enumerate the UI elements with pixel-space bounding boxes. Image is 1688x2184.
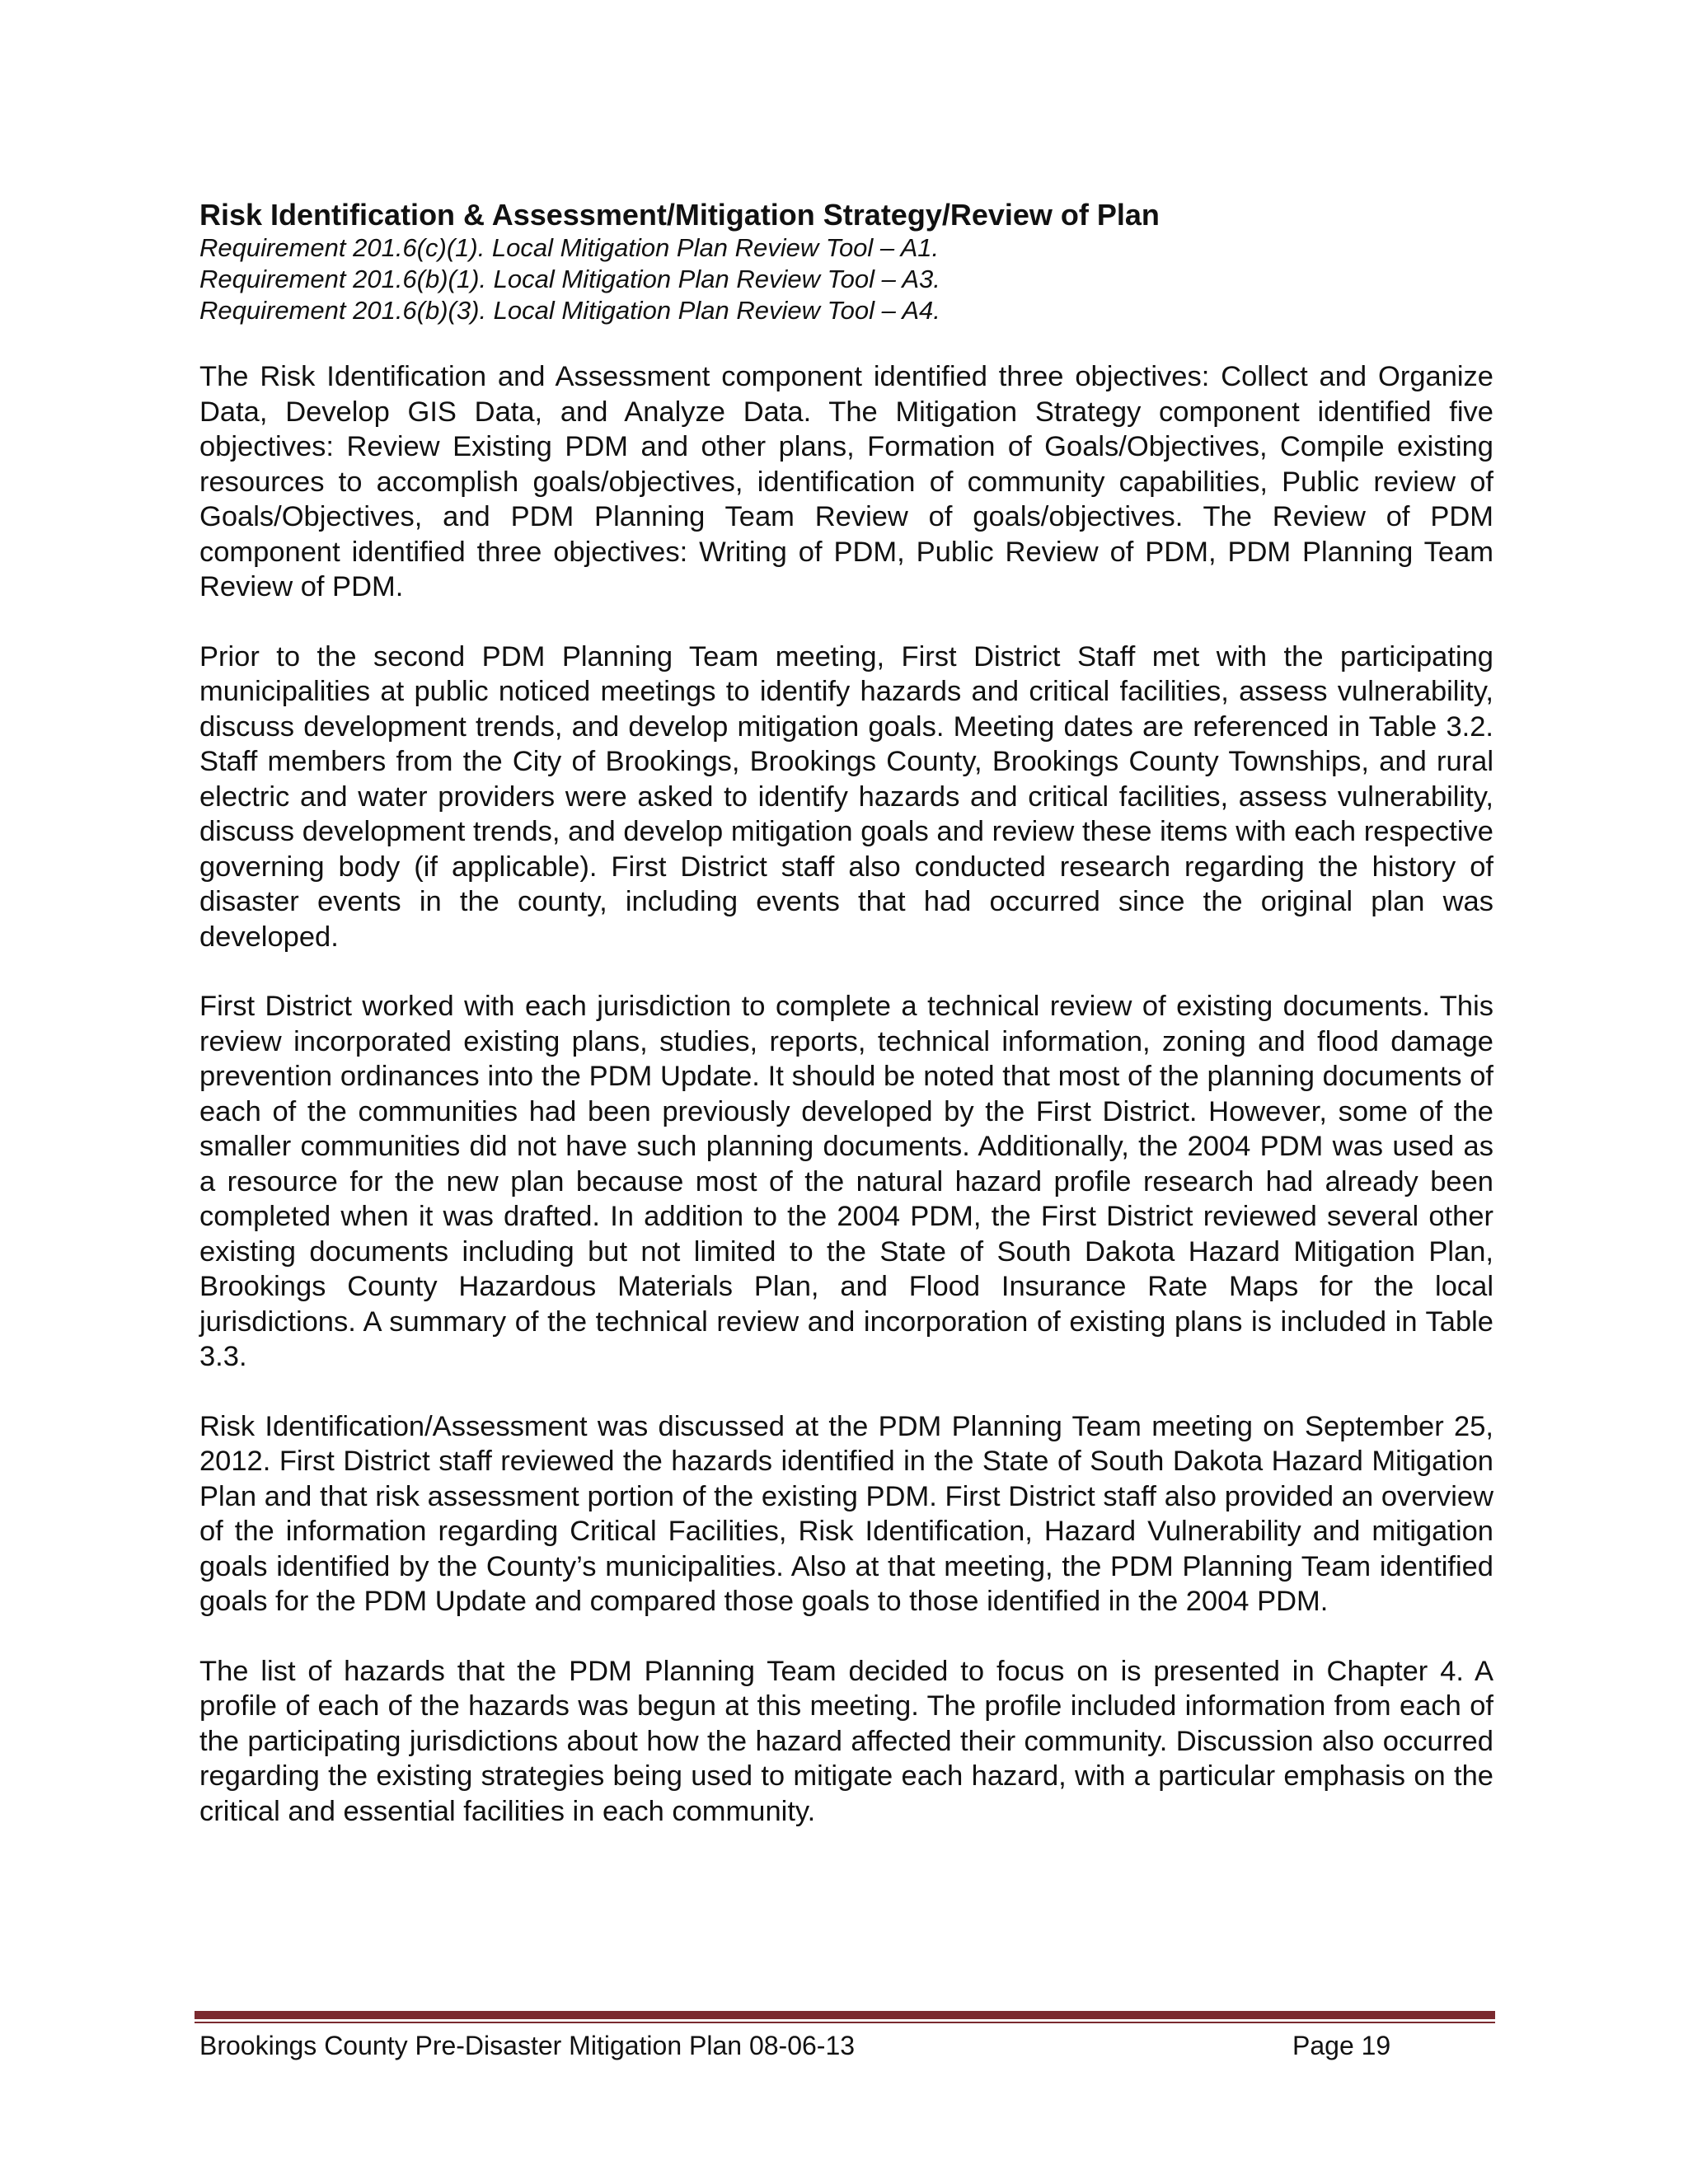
section-heading: Risk Identification & Assessment/Mitigation Strategy/Review of Plan [199,198,1160,232]
body-paragraph-hazard-list: The list of hazards that the PDM Planning Team decided to focus on is presented in Chapter 4. A profile of each of the hazards was begun at this meeting. The profile included information from each of the participating jurisdictions about how the hazard affected their community. Discussion also occurred regarding the existing strategies being used to mitigate each hazard, with a particular emphasis on the critical and essential facilities in each community. [199,1655,1493,1827]
body-paragraph-municipal-meetings: Prior to the second PDM Planning Team meeting, First District Staff met with the participating municipalities at public noticed meetings to identify hazards and critical facilities, assess vulnerability, discuss development trends, and develop mitigation goals. Meeting dates are referenced in Table 3.2. Staff members from the City of Brookings, Brookings County, Brookings County Townships, and rural electric and water providers were asked to identify hazards and critical facilities, assess vulnerability, discuss development trends, and develop mitigation goals and review these items with each respective governing body (if applicable). First District staff also conducted research regarding the history of disaster events in the county, including events that had occurred since the original plan was developed. [199,640,1493,953]
body-paragraph-objectives: The Risk Identification and Assessment component identified three objectives: Collect and Organize Data, Develop GIS Data, and Analyze Data. The Mitigation Strategy component identified five objectives: Review Existing PDM and other plans, Formation of Goals/Objectives, Compile existing resources to accomplish goals/objectives, identification of community capabilities, Public review of Goals/Objectives, and PDM Planning Team Review of goals/objectives. The Review of PDM component identified three objectives: Writing of PDM, Public Review of PDM, PDM Planning Team Review of PDM. [199,361,1493,602]
footer-page-number: Page 19 [1292,2031,1391,2060]
footer-document-title: Brookings County Pre-Disaster Mitigation Plan 08-06-13 [199,2031,856,2060]
body-paragraph-technical-review: First District worked with each jurisdiction to complete a technical review of existing documents. This review incorporated existing plans, studies, reports, technical information, zoning and flood damage prevention ordinances into the PDM Update. It should be noted that most of the planning documents of each of the communities had been previously developed by the First District. However, some of the smaller communities did not have such planning documents. Additionally, the 2004 PDM was used as a resource for the new plan because most of the natural hazard profile research had already been completed when it was drafted. In addition to the 2004 PDM, the First District reviewed several other existing documents including but not limited to the State of South Dakota Hazard Mitigation Plan, Brookings County Hazardous Materials Plan, and Flood Insurance Rate Maps for the local jurisdictions. A summary of the technical review and incorporation of existing plans is included in Table 3.3. [199,991,1493,1372]
requirement-line: Requirement 201.6(b)(3). Local Mitigation Plan Review Tool – A4. [199,296,940,325]
requirement-line: Requirement 201.6(b)(1). Local Mitigation Plan Review Tool – A3. [199,265,940,293]
footer-rule-thin [195,2022,1495,2023]
requirement-line: Requirement 201.6(c)(1). Local Mitigation Plan Review Tool – A1. [199,233,940,262]
requirements-list [199,232,1493,326]
page-content [199,198,1493,1863]
footer-rule [195,2011,1495,2019]
body-paragraph-risk-assessment: Risk Identification/Assessment was discussed at the PDM Planning Team meeting on September 25, 2012. First District staff reviewed the hazards identified in the State of South Dakota Hazard Mitigation Plan and that risk assessment portion of the existing PDM. First District staff also provided an overview of the information regarding Critical Facilities, Risk Identification, Hazard Vulnerability and mitigation goals identified by the County’s municipalities. Also at that meeting, the PDM Planning Team identified goals for the PDM Update and compared those goals to those identified in the 2004 PDM. [199,1410,1493,1617]
